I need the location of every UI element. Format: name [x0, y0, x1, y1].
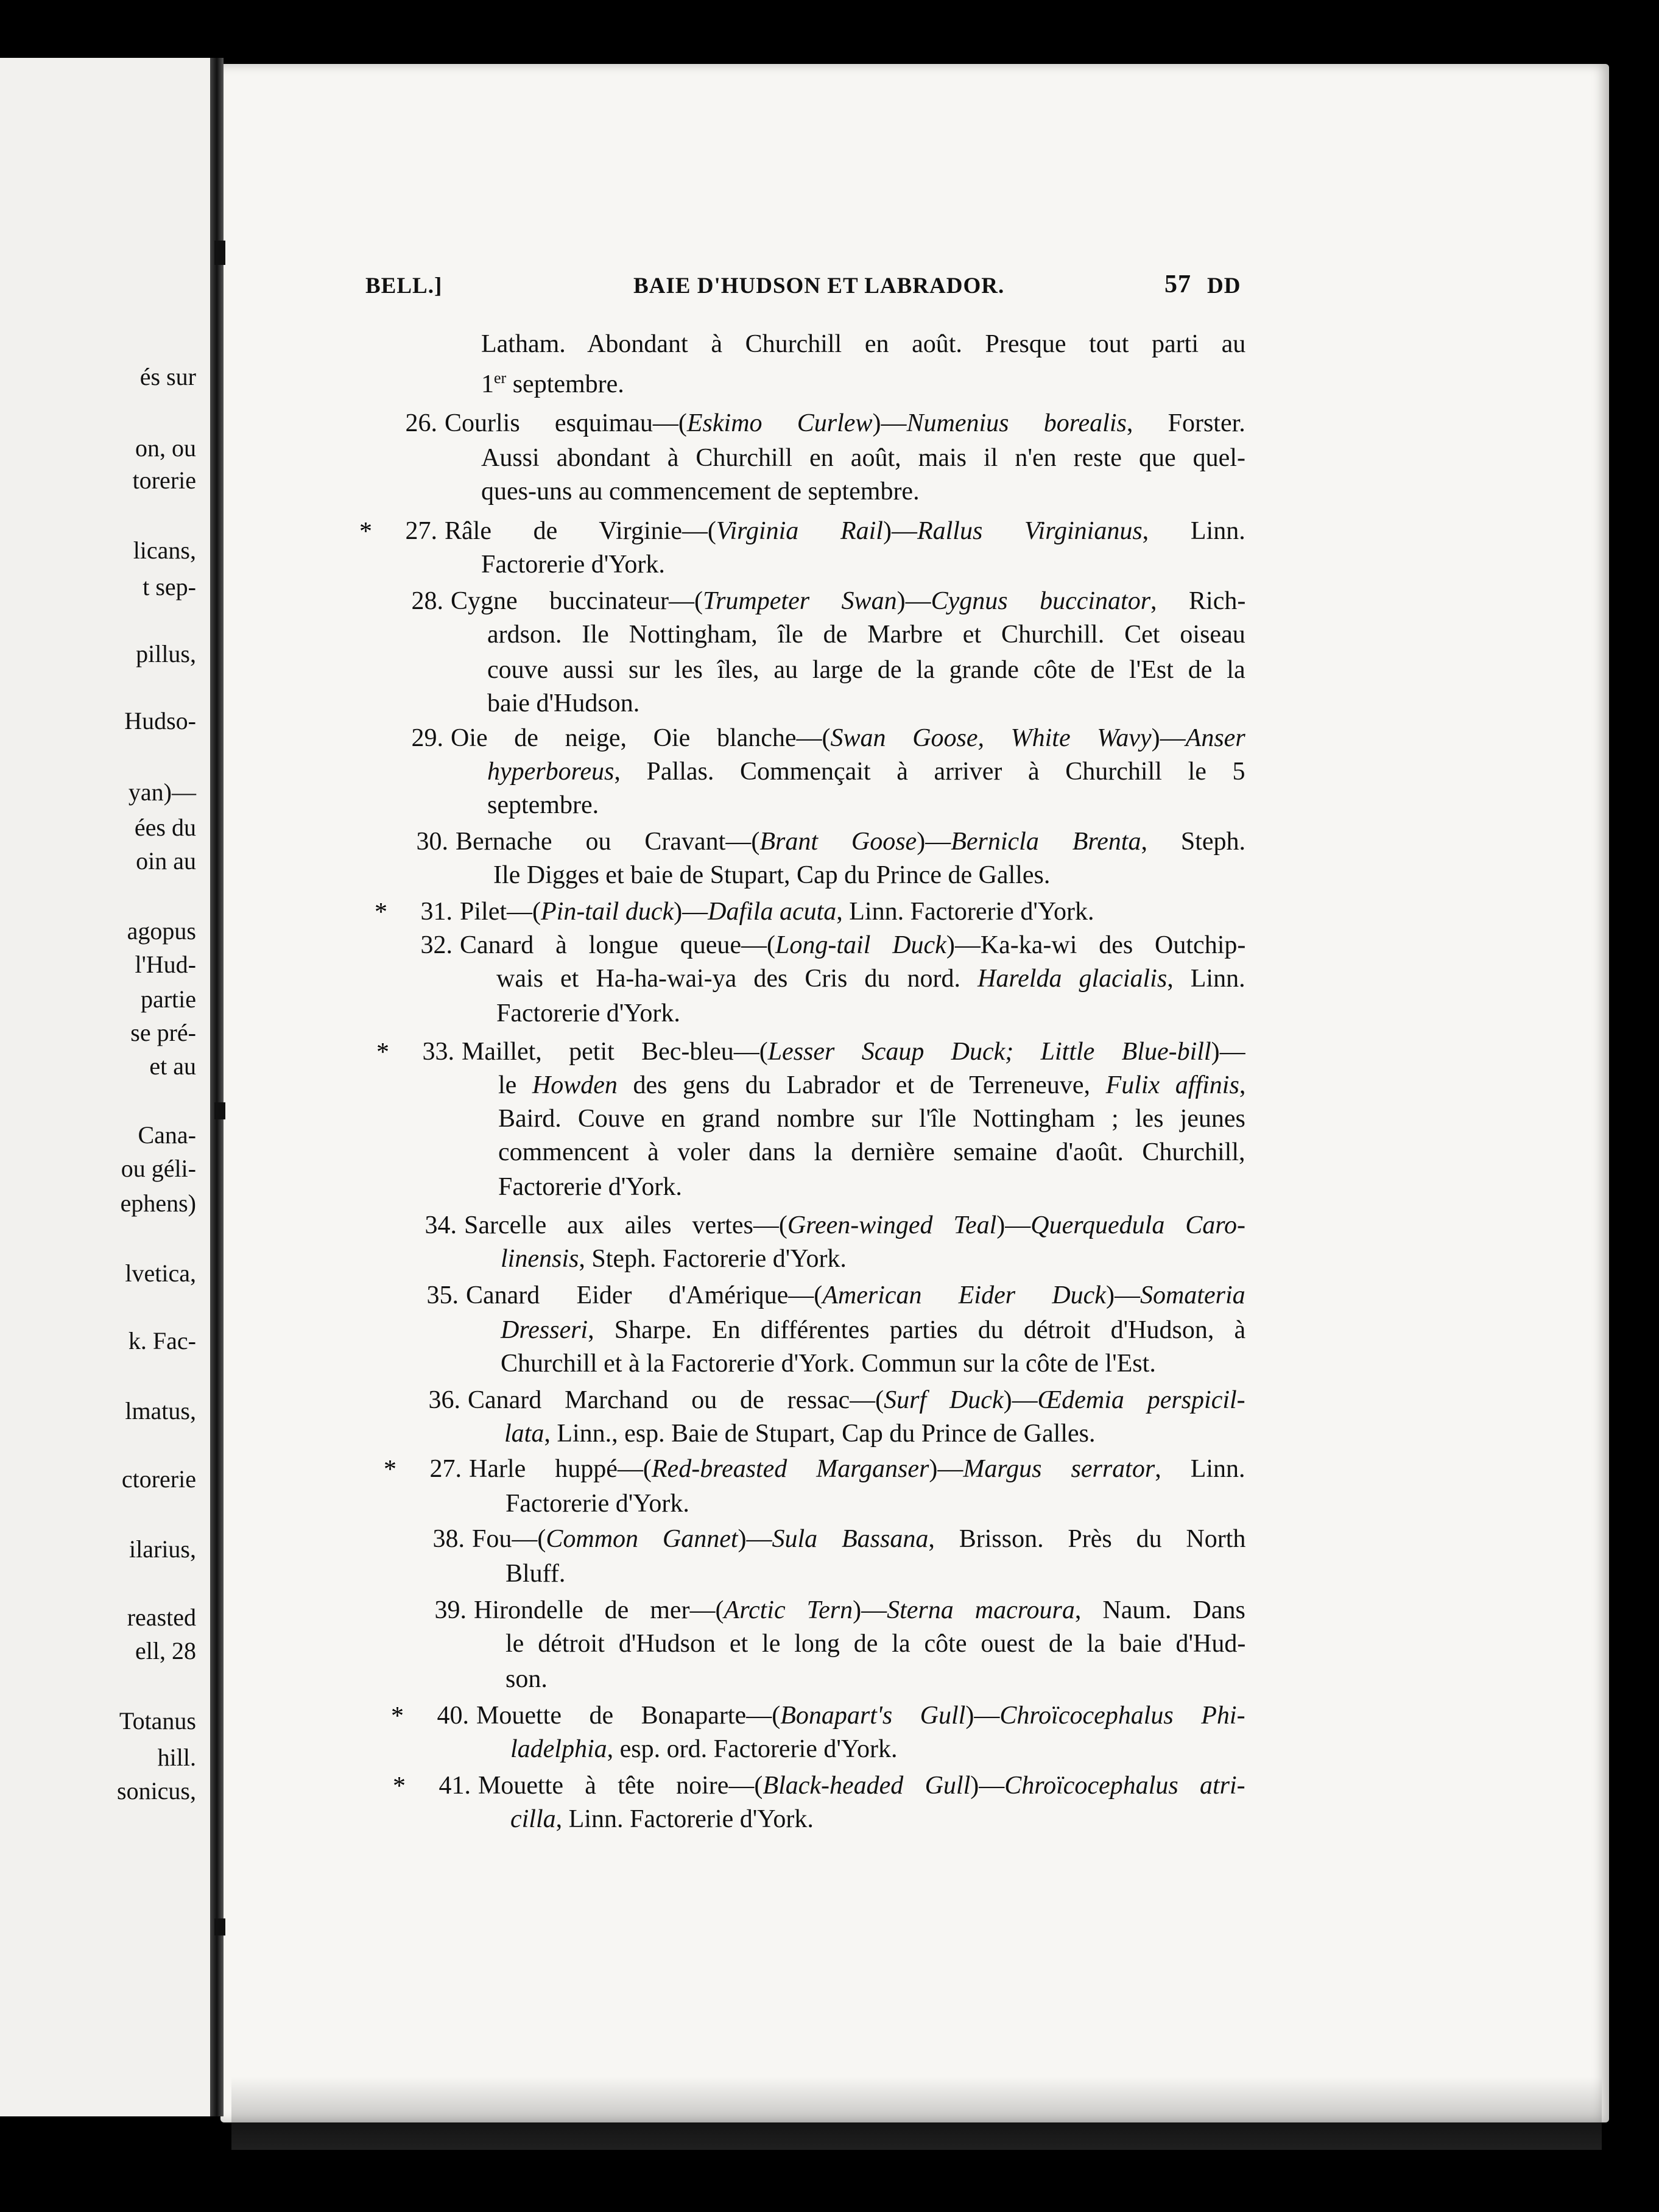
left-page-fragment: agopus [127, 917, 196, 945]
text-line: linensis, Steph. Factorerie d'York. [501, 1245, 847, 1273]
text-line: Factorerie d'York. [498, 1173, 682, 1201]
text-line: Churchill et à la Factorerie d'York. Commun sur la côte de l'Est. [501, 1350, 1156, 1378]
left-page-fragment: on, ou [135, 434, 196, 462]
text-line: Hirondelle de mer—(Arctic Tern)—Sterna macroura, Naum. Dans [474, 1596, 1245, 1624]
text-line: Canard Marchand ou de ressac—(Surf Duck)—Œdemia perspicil- [468, 1386, 1245, 1414]
text-line: Factorerie d'York. [496, 999, 680, 1027]
left-page-fragment: Hudso- [124, 707, 196, 734]
entry-number: 28. [411, 587, 443, 615]
left-page-fragment: l'Hud- [135, 951, 196, 978]
text-line: Mouette de Bonaparte—(Bonapart's Gull)—Chroïcocephalus Phi- [476, 1702, 1245, 1730]
left-page-fragment: Cana- [138, 1121, 196, 1149]
text-line: Ile Digges et baie de Stupart, Cap du Prince de Galles. [493, 861, 1051, 889]
text-line: wais et Ha-ha-wai-ya des Cris du nord. Harelda glacialis, Linn. [496, 965, 1245, 993]
binding-mark [214, 1102, 225, 1119]
left-page-fragment: sonicus, [117, 1777, 196, 1805]
entry-number: 32. [420, 931, 453, 959]
left-page-fragment: ilarius, [129, 1535, 196, 1563]
entry-number: 35. [426, 1281, 459, 1309]
text-line: couve aussi sur les îles, au large de la grande côte de l'Est de la [487, 656, 1245, 684]
text-line: septembre. [487, 791, 599, 819]
running-head-left: BELL.] [365, 273, 443, 298]
entry-number: 27. [429, 1455, 462, 1483]
page-shadow [231, 2077, 1602, 2150]
star-marker: * [375, 898, 387, 926]
text-line: ardson. Ile Nottingham, île de Marbre et Churchill. Cet oiseau [487, 621, 1245, 649]
entry-number: 38. [432, 1525, 465, 1553]
entry-number: 34. [424, 1211, 457, 1239]
text-line: Fou—(Common Gannet)—Sula Bassana, Brisson. Près du North [472, 1525, 1246, 1553]
text-line: ladelphia, esp. ord. Factorerie d'York. [510, 1735, 898, 1763]
left-page-fragment: t sep- [143, 573, 196, 601]
text-line: Sarcelle aux ailes vertes—(Green-winged Teal)—Querquedula Caro- [464, 1211, 1246, 1239]
text-line: Latham. Abondant à Churchill en août. Presque tout parti au [481, 330, 1246, 358]
page-number: 57 [1164, 270, 1191, 298]
text-line: le détroit d'Hudson et le long de la côte ouest de la baie d'Hud- [505, 1630, 1246, 1658]
left-page-fragment: pillus, [136, 640, 196, 667]
star-marker: * [376, 1038, 389, 1066]
left-page-fragment: ées du [134, 814, 196, 841]
left-page-fragment: Totanus [119, 1707, 196, 1735]
text-line: Maillet, petit Bec-bleu—(Lesser Scaup Duck; Little Blue-bill)— [462, 1038, 1245, 1066]
text-line: le Howden des gens du Labrador et de Terreneuve, Fulix affinis, [498, 1071, 1246, 1099]
left-page-fragment: lvetica, [125, 1259, 196, 1287]
text-line: Factorerie d'York. [505, 1490, 689, 1518]
entry-number: 41. [439, 1772, 471, 1800]
star-marker: * [391, 1702, 404, 1730]
text-line: lata, Linn., esp. Baie de Stupart, Cap du Prince de Galles. [504, 1420, 1096, 1448]
left-page-fragment: ctorerie [121, 1465, 196, 1493]
text-line: Mouette à tête noire—(Black-headed Gull)—Chroïcocephalus atri- [478, 1772, 1245, 1800]
text-line: Courlis esquimau—(Eskimo Curlew)—Numenius borealis, Forster. [445, 409, 1245, 437]
binding-mark [214, 1918, 225, 1936]
page-number-suffix: DD [1207, 273, 1241, 298]
entry-number: 27. [405, 517, 437, 545]
left-page-fragment: ephens) [120, 1189, 196, 1217]
text-line: ques-uns au commencement de septembre. [481, 477, 920, 505]
left-page-fragment: ou géli- [121, 1155, 196, 1182]
text-line: Dresseri, Sharpe. En différentes parties du détroit d'Hudson, à [501, 1316, 1246, 1344]
left-page-fragment: licans, [133, 537, 196, 564]
entry-number: 29. [411, 724, 443, 752]
left-page-fragment: et au [149, 1052, 196, 1080]
binding-mark [214, 241, 225, 265]
star-marker: * [359, 518, 372, 546]
text-line: Oie de neige, Oie blanche—(Swan Goose, White Wavy)—Anser [451, 724, 1245, 752]
left-page-fragment: torerie [132, 467, 196, 494]
left-page-fragment: oin au [136, 847, 196, 875]
entry-number: 36. [428, 1386, 460, 1414]
text-line: Cygne buccinateur—(Trumpeter Swan)—Cygnus buccinator, Rich- [451, 587, 1246, 615]
entry-number: 30. [416, 828, 448, 856]
entry-number: 39. [434, 1596, 467, 1624]
left-page-fragment: lmatus, [125, 1397, 196, 1425]
text-line: commencent à voler dans la dernière semaine d'août. Churchill, [498, 1138, 1245, 1166]
text-line: Pilet—(Pin-tail duck)—Dafila acuta, Linn. Factorerie d'York. [460, 898, 1094, 926]
left-page-fragment: és sur [139, 363, 196, 390]
left-page-fragment: ell, 28 [135, 1637, 196, 1664]
book-gutter [210, 58, 224, 2116]
star-marker: * [393, 1772, 406, 1800]
entry-number: 40. [437, 1702, 469, 1730]
text-line: cilla, Linn. Factorerie d'York. [510, 1805, 814, 1833]
text-line: Aussi abondant à Churchill en août, mais il n'en reste que quel- [481, 444, 1245, 472]
entry-number: 26. [405, 409, 437, 437]
text-line: baie d'Hudson. [487, 689, 640, 717]
entry-number: 33. [422, 1038, 454, 1066]
text-line: Harle huppé—(Red-breasted Marganser)—Margus serrator, Linn. [469, 1455, 1245, 1483]
left-page-fragment: yan)— [128, 778, 196, 806]
text-line: Canard Eider d'Amérique—(American Eider Duck)—Somateria [466, 1281, 1245, 1309]
left-page-fragment: hill. [157, 1744, 196, 1771]
text-line: Baird. Couve en grand nombre sur l'île Nottingham ; les jeunes [498, 1105, 1245, 1133]
entry-number: 31. [420, 898, 453, 926]
text-line: son. [505, 1665, 548, 1693]
text-line: 1er septembre. [481, 369, 624, 398]
text-line: hyperboreus, Pallas. Commençait à arriver à Churchill le 5 [487, 758, 1245, 786]
text-line: Canard à longue queue—(Long-tail Duck)—Ka-ka-wi des Outchip- [460, 931, 1246, 959]
running-head-title: BAIE D'HUDSON ET LABRADOR. [633, 273, 1005, 298]
left-page-fragment: k. Fac- [128, 1327, 196, 1354]
star-marker: * [384, 1456, 396, 1484]
text-line: Bluff. [505, 1560, 566, 1588]
text-line: Râle de Virginie—(Virginia Rail)—Rallus Virginianus, Linn. [445, 517, 1245, 545]
text-line: Bernache ou Cravant—(Brant Goose)—Bernicla Brenta, Steph. [456, 828, 1246, 856]
left-page-fragment: reasted [127, 1604, 196, 1631]
left-page-fragment: partie [140, 985, 196, 1013]
text-line: Factorerie d'York. [481, 551, 665, 579]
left-page-fragment: se pré- [130, 1019, 196, 1046]
